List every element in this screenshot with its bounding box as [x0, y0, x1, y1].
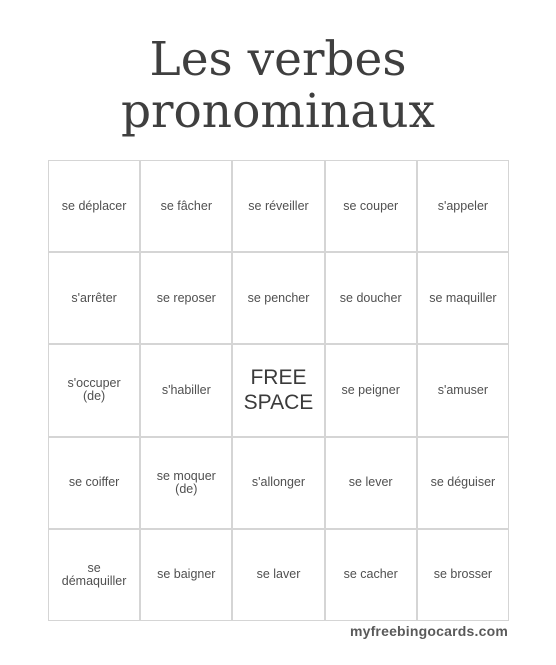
bingo-cell: s'amuser — [418, 345, 508, 435]
bingo-cell: s'appeler — [418, 161, 508, 251]
bingo-cell: se cacher — [326, 530, 416, 620]
bingo-grid — [48, 160, 509, 621]
bingo-cell: se brosser — [418, 530, 508, 620]
bingo-cell: se laver — [233, 530, 323, 620]
card-title-line-1: Les verbes — [149, 32, 407, 87]
bingo-cell: s'arrêter — [49, 253, 139, 343]
bingo-cell: se réveiller — [233, 161, 323, 251]
bingo-cell: se maquiller — [418, 253, 508, 343]
bingo-cell: s'habiller — [141, 345, 231, 435]
bingo-cell: s'allonger — [233, 438, 323, 528]
free-space-cell: FREE SPACE — [233, 345, 323, 435]
bingo-cell: se coiffer — [49, 438, 139, 528]
bingo-cell: se pencher — [233, 253, 323, 343]
card-title — [0, 34, 556, 138]
card-title-line-2: pronominaux — [120, 84, 436, 139]
bingo-cell: se reposer — [141, 253, 231, 343]
bingo-cell: s'occuper (de) — [49, 345, 139, 435]
bingo-cell: se lever — [326, 438, 416, 528]
bingo-cell: se couper — [326, 161, 416, 251]
bingo-cell: se déguiser — [418, 438, 508, 528]
bingo-cell: se fâcher — [141, 161, 231, 251]
bingo-cell: se peigner — [326, 345, 416, 435]
bingo-cell: se déplacer — [49, 161, 139, 251]
bingo-cell: se baigner — [141, 530, 231, 620]
bingo-cell: se doucher — [326, 253, 416, 343]
bingo-cell: se démaquiller — [49, 530, 139, 620]
brand-footer: myfreebingocards.com — [349, 623, 508, 639]
bingo-cell: se moquer (de) — [141, 438, 231, 528]
